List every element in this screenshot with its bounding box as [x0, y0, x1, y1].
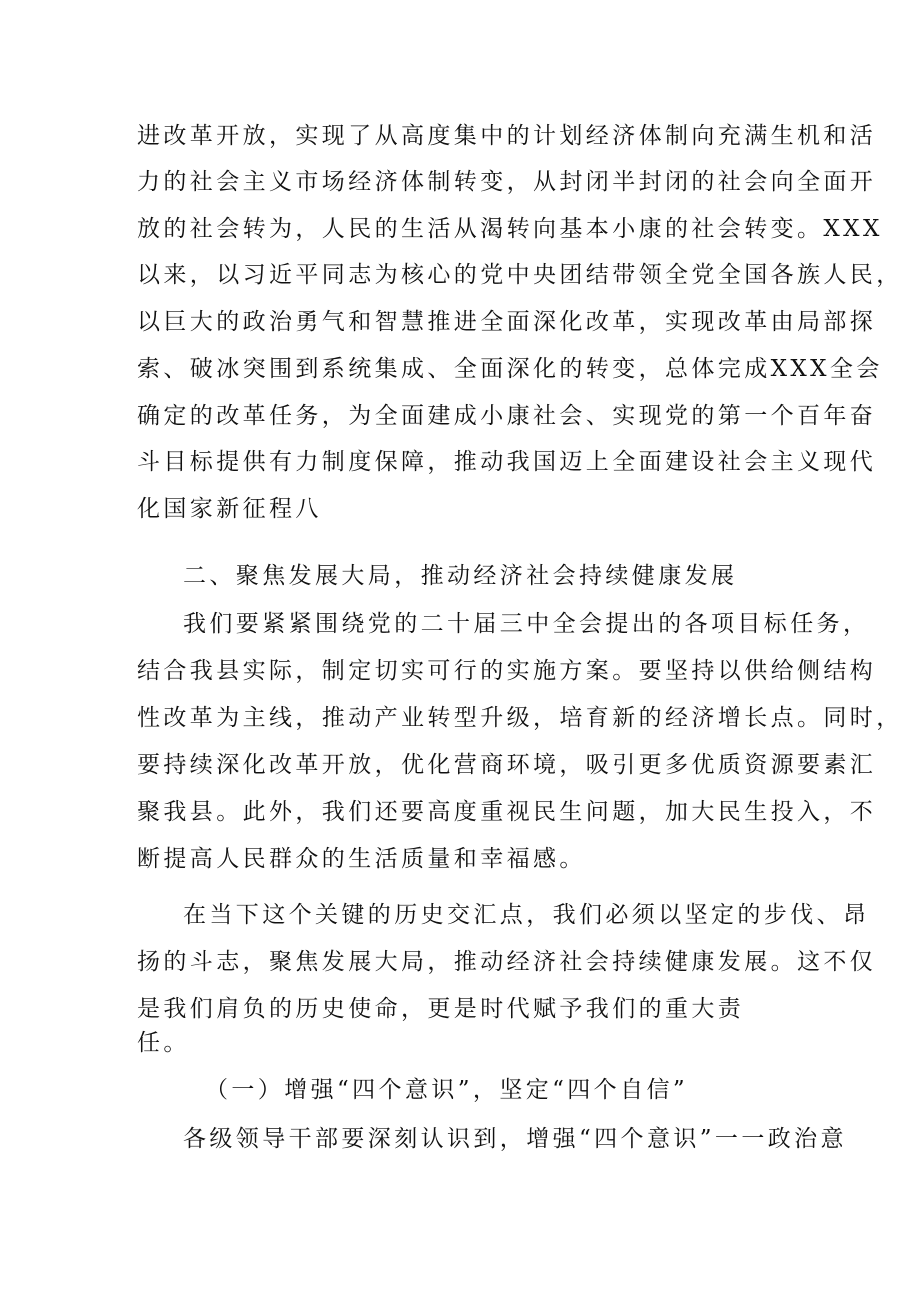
- paragraph-1-line-9: 化国家新征程八: [137, 496, 322, 522]
- paragraph-1-line-3: 放的社会转为，人民的生活从渴转向基本小康的社会转变。XXX: [137, 216, 883, 242]
- paragraph-3-line-1: 在当下这个关键的历史交汇点，我们必须以坚定的步伐、昂: [183, 902, 870, 928]
- paragraph-1-line-7: 确定的改革任务，为全面建成小康社会、实现党的第一个百年奋: [137, 403, 877, 429]
- paragraph-2-line-3: 性改革为主线，推动产业转型升级，培育新的经济增长点。同时，: [137, 705, 903, 731]
- paragraph-2-line-2: 结合我县实际，制定切实可行的实施方案。要坚持以供给侧结构: [137, 658, 877, 684]
- paragraph-2-line-4: 要持续深化改革开放，优化营商环境，吸引更多优质资源要素汇: [137, 752, 877, 778]
- paragraph-1-line-2: 力的社会主义市场经济体制转变，从封闭半封闭的社会向全面开: [137, 169, 877, 195]
- paragraph-3-line-2: 扬的斗志，聚焦发展大局，推动经济社会持续健康发展。这不仅: [137, 949, 877, 975]
- paragraph-1-line-1: 进改革开放，实现了从高度集中的计划经济体制向充满生机和活: [137, 123, 877, 149]
- paragraph-1-line-8: 斗目标提供有力制度保障，推动我国迈上全面建设社会主义现代: [137, 449, 877, 475]
- paragraph-1-line-6: 索、破冰突围到系统集成、全面深化的转变，总体完成XXX全会: [137, 356, 883, 382]
- paragraph-2-line-6: 断提高人民群众的生活质量和幸福感。: [137, 846, 586, 872]
- paragraph-4-line-1: 各级领导干部要深刻认识到，增强“四个意识”一一政治意: [183, 1126, 847, 1152]
- paragraph-2-line-5: 聚我县。此外，我们还要高度重视民生问题，加大民生投入，不: [137, 799, 877, 825]
- paragraph-3-line-4: 任。: [137, 1030, 190, 1056]
- paragraph-3-line-3: 是我们肩负的历史使命，更是时代赋予我们的重大责: [137, 996, 745, 1022]
- section-heading-2: 二、聚焦发展大局，推动经济社会持续健康发展: [183, 563, 738, 589]
- paragraph-1-line-4: 以来，以习近平同志为核心的党中央团结带领全党全国各族人民，: [137, 262, 903, 288]
- paragraph-1-line-5: 以巨大的政治勇气和智慧推进全面深化改革，实现改革由局部探: [137, 309, 877, 335]
- subsection-heading-1: （一）增强“四个意识”，坚定“四个自信”: [205, 1077, 689, 1103]
- paragraph-2-line-1: 我们要紧紧围绕党的二十届三中全会提出的各项目标任务，: [183, 611, 870, 637]
